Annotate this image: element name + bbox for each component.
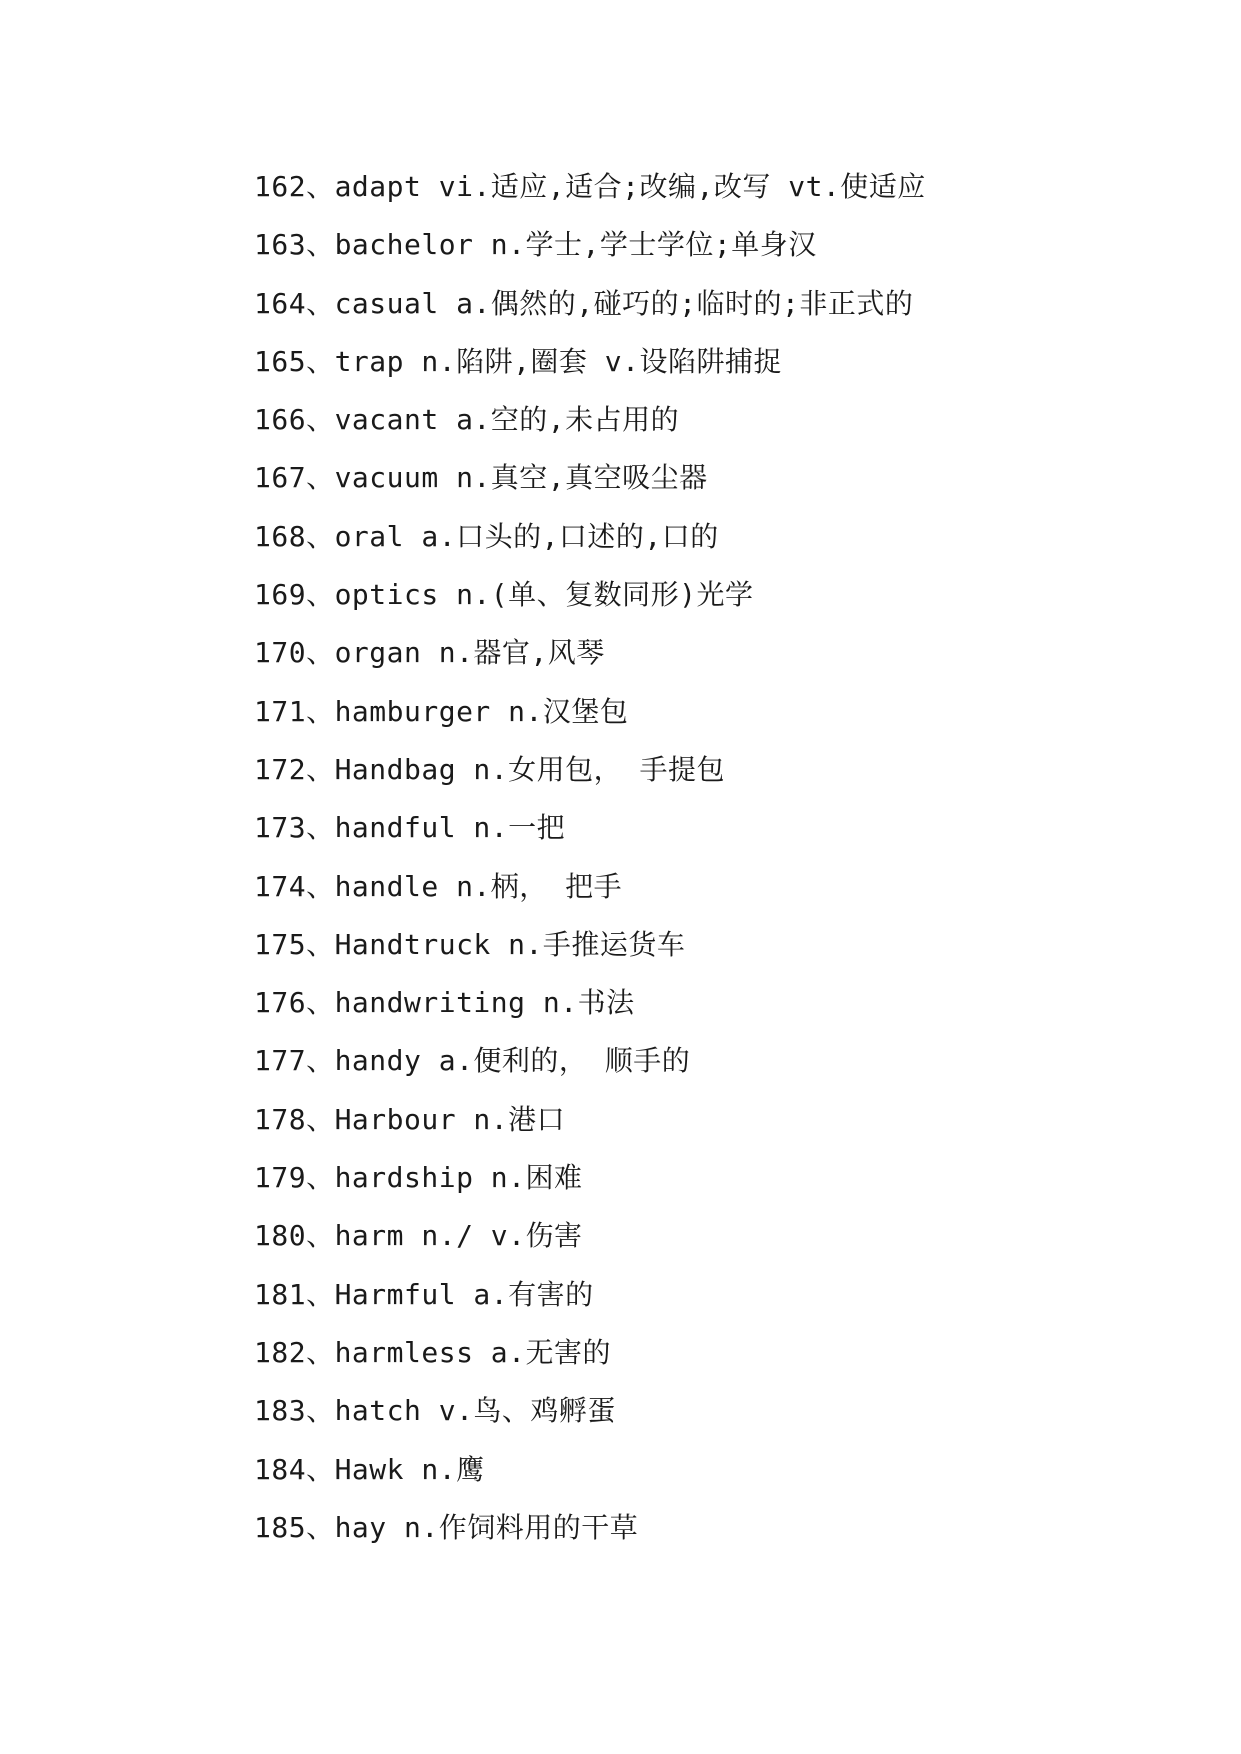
vocab-entry: 170、organ n.器官,风琴 — [254, 636, 605, 670]
vocab-entry: 181、Harmful a.有害的 — [254, 1277, 594, 1311]
vocab-entry: 174、handle n.柄， 把手 — [254, 869, 623, 903]
vocab-entry: 163、bachelor n.学士,学士学位;单身汉 — [254, 228, 817, 262]
vocab-entry: 177、handy a.便利的， 顺手的 — [254, 1044, 691, 1078]
vocab-entry: 178、Harbour n.港口 — [254, 1102, 566, 1136]
vocab-entry: 180、harm n./ v.伤害 — [254, 1219, 583, 1253]
vocab-entry: 172、Handbag n.女用包， 手提包 — [254, 752, 726, 786]
vocab-entry: 184、Hawk n.鹰 — [254, 1452, 485, 1486]
vocab-entry: 168、oral a.口头的,口述的,口的 — [254, 519, 719, 553]
vocab-entry: 185、hay n.作饲料用的干草 — [254, 1510, 639, 1544]
vocab-entry: 166、vacant a.空的,未占用的 — [254, 403, 680, 437]
vocab-entry: 176、handwriting n.书法 — [254, 986, 635, 1020]
vocab-entry: 173、handful n.一把 — [254, 811, 566, 845]
vocab-entry: 162、adapt vi.适应,适合;改编,改写 vt.使适应 — [254, 170, 926, 203]
vocab-entry: 171、hamburger n.汉堡包 — [254, 694, 629, 728]
vocab-entry: 164、casual a.偶然的,碰巧的;临时的;非正式的 — [254, 286, 914, 320]
vocab-entry: 175、Handtruck n.手推运货车 — [254, 927, 686, 961]
vocab-entry: 182、harmless a.无害的 — [254, 1335, 612, 1369]
vocab-entry: 179、hardship n.困难 — [254, 1161, 583, 1195]
vocab-entry: 169、optics n.(单、复数同形)光学 — [254, 578, 754, 612]
vocabulary-list — [254, 158, 926, 1557]
vocab-entry: 165、trap n.陷阱,圈套 v.设陷阱捕捉 — [254, 344, 783, 378]
vocab-entry: 167、vacuum n.真空,真空吸尘器 — [254, 461, 708, 495]
vocab-entry: 183、hatch v.鸟、鸡孵蛋 — [254, 1394, 616, 1428]
